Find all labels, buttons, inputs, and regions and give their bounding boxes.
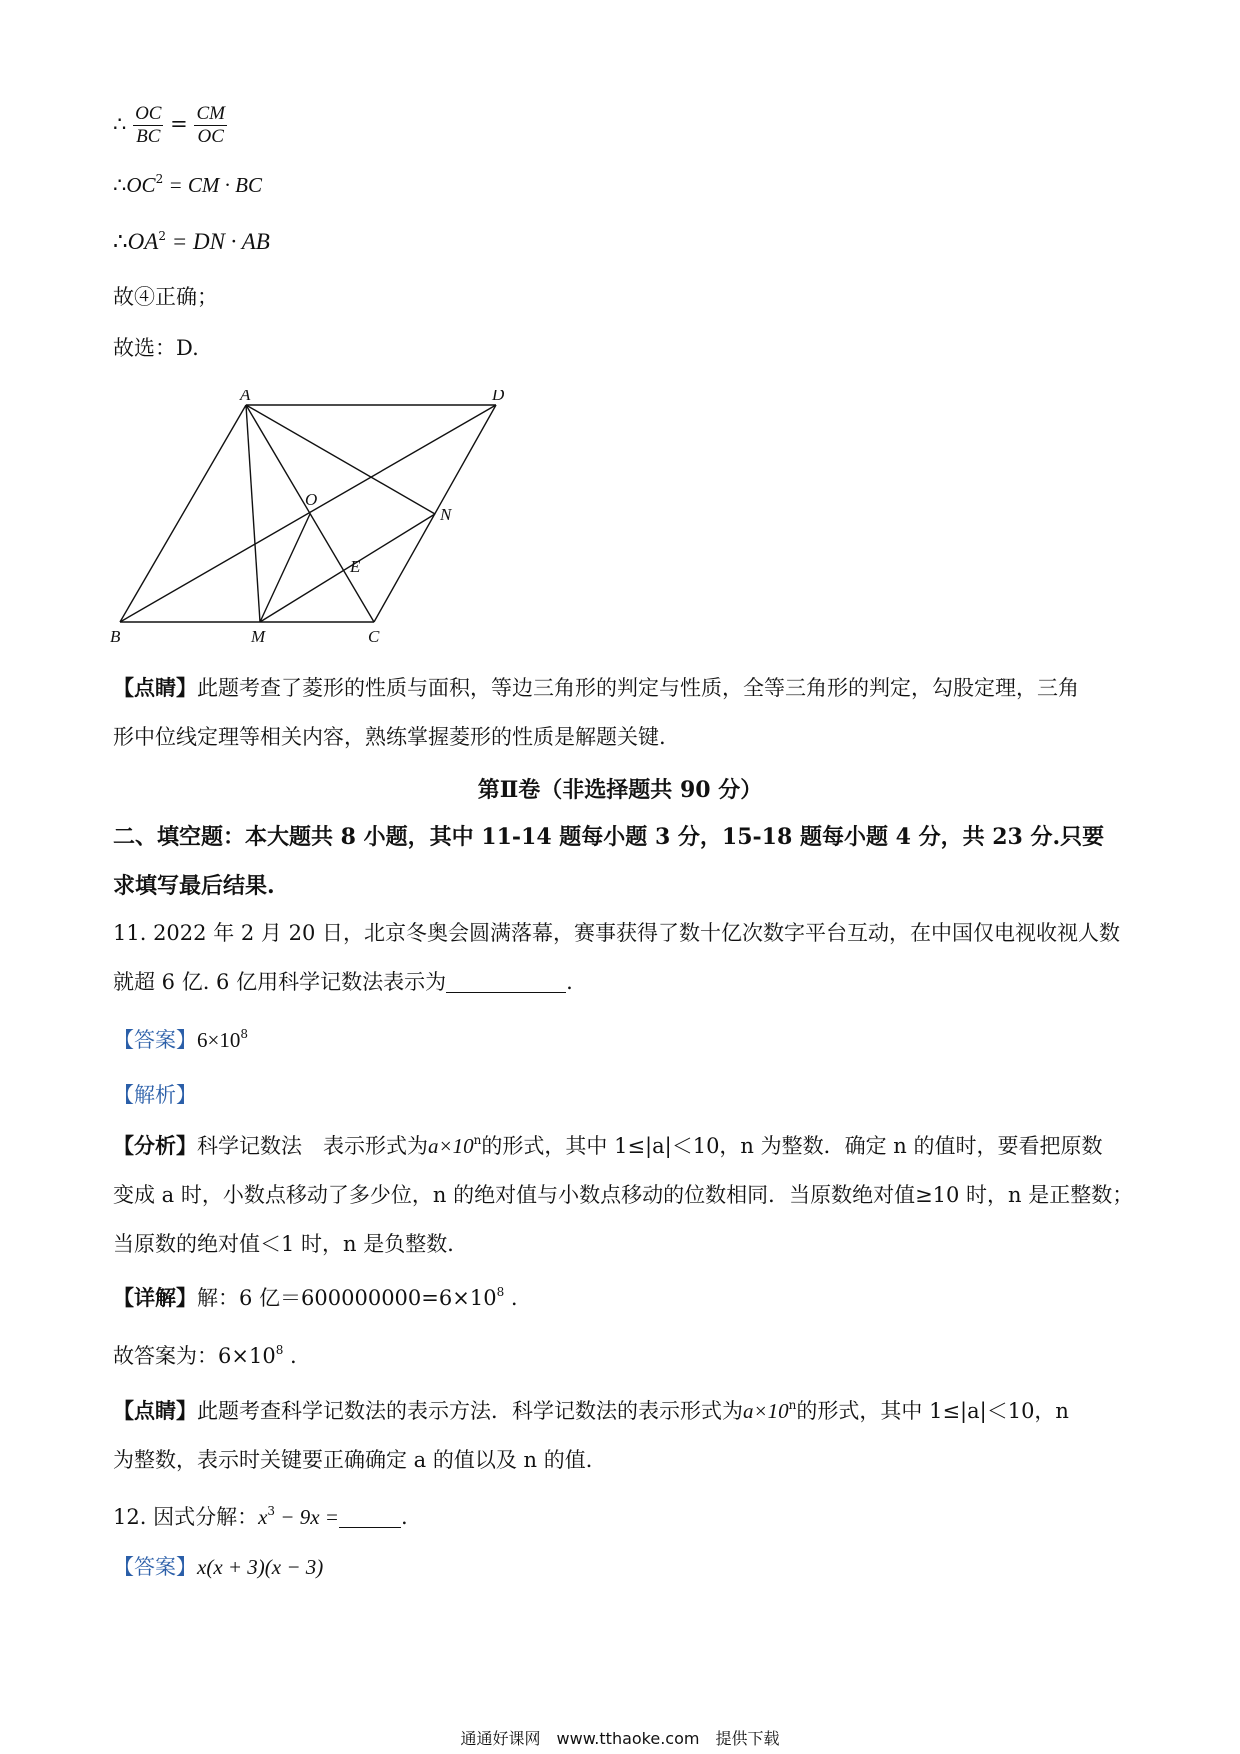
- page-footer: 通通好课网 www.tthaoke.com 提供下载: [460, 1729, 780, 1748]
- q11-stem-line2: 就超 6 亿. 6 亿用科学记数法表示为 .: [113, 970, 573, 994]
- label-m: M: [251, 627, 266, 646]
- answer-blank: [339, 1505, 401, 1528]
- q10-comment-line1: 【点睛】此题考查了菱形的性质与面积，等边三角形的判定与性质，全等三角形的判定，勾股定理，三角: [113, 675, 1079, 700]
- q11-fenxi-line2: 变成 a 时，小数点移动了多少位，n 的绝对值与小数点移动的位数相同．当原数绝对值≥10 时，n 是正整数；: [113, 1183, 1134, 1207]
- answer-choice: 故选：D.: [113, 336, 199, 360]
- q11-comment-line1: 【点睛】此题考查科学记数法的表示方法．科学记数法的表示形式为$a\times 10^n$的形式，其中 1≤|a|＜10，n: [113, 1398, 1069, 1423]
- proof-line-oc-squared: $\therefore OC^2$ = CM · BC: [113, 172, 262, 197]
- q12-answer: 【答案】x(x + 3)(x − 3): [113, 1555, 324, 1579]
- segment-mn: [260, 514, 435, 622]
- q12-stem: 12. 因式分解：$x^3 - 9x$ = .: [113, 1504, 408, 1529]
- q11-stem-line1: 11. 2022 年 2 月 20 日，北京冬奥会圆满落幕，赛事获得了数十亿次数字平台互动，在中国仅电视收视人数: [113, 921, 1120, 945]
- section-two-line1: 二、填空题：本大题共 8 小题，其中 11-14 题每小题 3 分，15-18 题每小题 4 分，共 23 分.只要: [113, 824, 1105, 850]
- section-two-line2: 求填写最后结果.: [113, 873, 275, 899]
- comment-tag: 【点睛】: [113, 675, 197, 700]
- q10-comment-line2: 形中位线定理等相关内容，熟练掌握菱形的性质是解题关键.: [113, 725, 666, 749]
- label-c: C: [368, 627, 380, 646]
- segment-am: [246, 405, 260, 622]
- label-a: A: [240, 390, 251, 404]
- label-o: O: [305, 490, 318, 509]
- proof-line-oa-squared: $\therefore OA^2$ = DN · AB: [113, 229, 270, 255]
- q11-answer: 【答案】$6\times 10^8$: [113, 1027, 248, 1052]
- answer-tag: 【答案】: [113, 1028, 197, 1052]
- label-n: N: [440, 505, 452, 524]
- q11-detail: 【详解】解：6 亿$=600000000=6\times 10^8$ .: [113, 1285, 518, 1310]
- label-e: E: [350, 557, 361, 576]
- q11-fenxi-line1: 【分析】科学记数法 表示形式为$a\times 10^n$的形式，其中 1≤|a|＜10，n 为整数．确定 n 的值时，要看把原数: [113, 1133, 1103, 1158]
- diagonal-ac: [246, 405, 374, 622]
- q11-fenxi-line3: 当原数的绝对值＜1 时，n 是负整数．: [113, 1232, 469, 1256]
- q11-comment-line2: 为整数，表示时关键要正确确定 a 的值以及 n 的值．: [113, 1448, 607, 1472]
- therefore-symbol: ∴: [113, 112, 127, 136]
- equals-sign: =: [170, 112, 188, 136]
- answer-blank: [446, 970, 566, 993]
- fraction-cm-oc: $\frac{CM}{OC}$: [196, 103, 225, 147]
- conclusion-4: 故④正确；: [113, 285, 218, 309]
- fraction-oc-bc: $\frac{OC}{BC}$: [135, 103, 162, 147]
- segment-an: [246, 405, 435, 514]
- rhombus-figure: [110, 390, 530, 650]
- label-d: D: [492, 390, 505, 404]
- proof-fraction-line: [113, 103, 227, 148]
- label-b: B: [110, 627, 121, 646]
- q11-final-answer: 故答案为：$6\times 10^8$ .: [113, 1343, 297, 1368]
- q11-analysis-tag: 【解析】: [113, 1083, 197, 1107]
- segment-ba: [120, 405, 246, 622]
- section-title: 第Ⅱ卷（非选择题共 90 分）: [477, 777, 763, 803]
